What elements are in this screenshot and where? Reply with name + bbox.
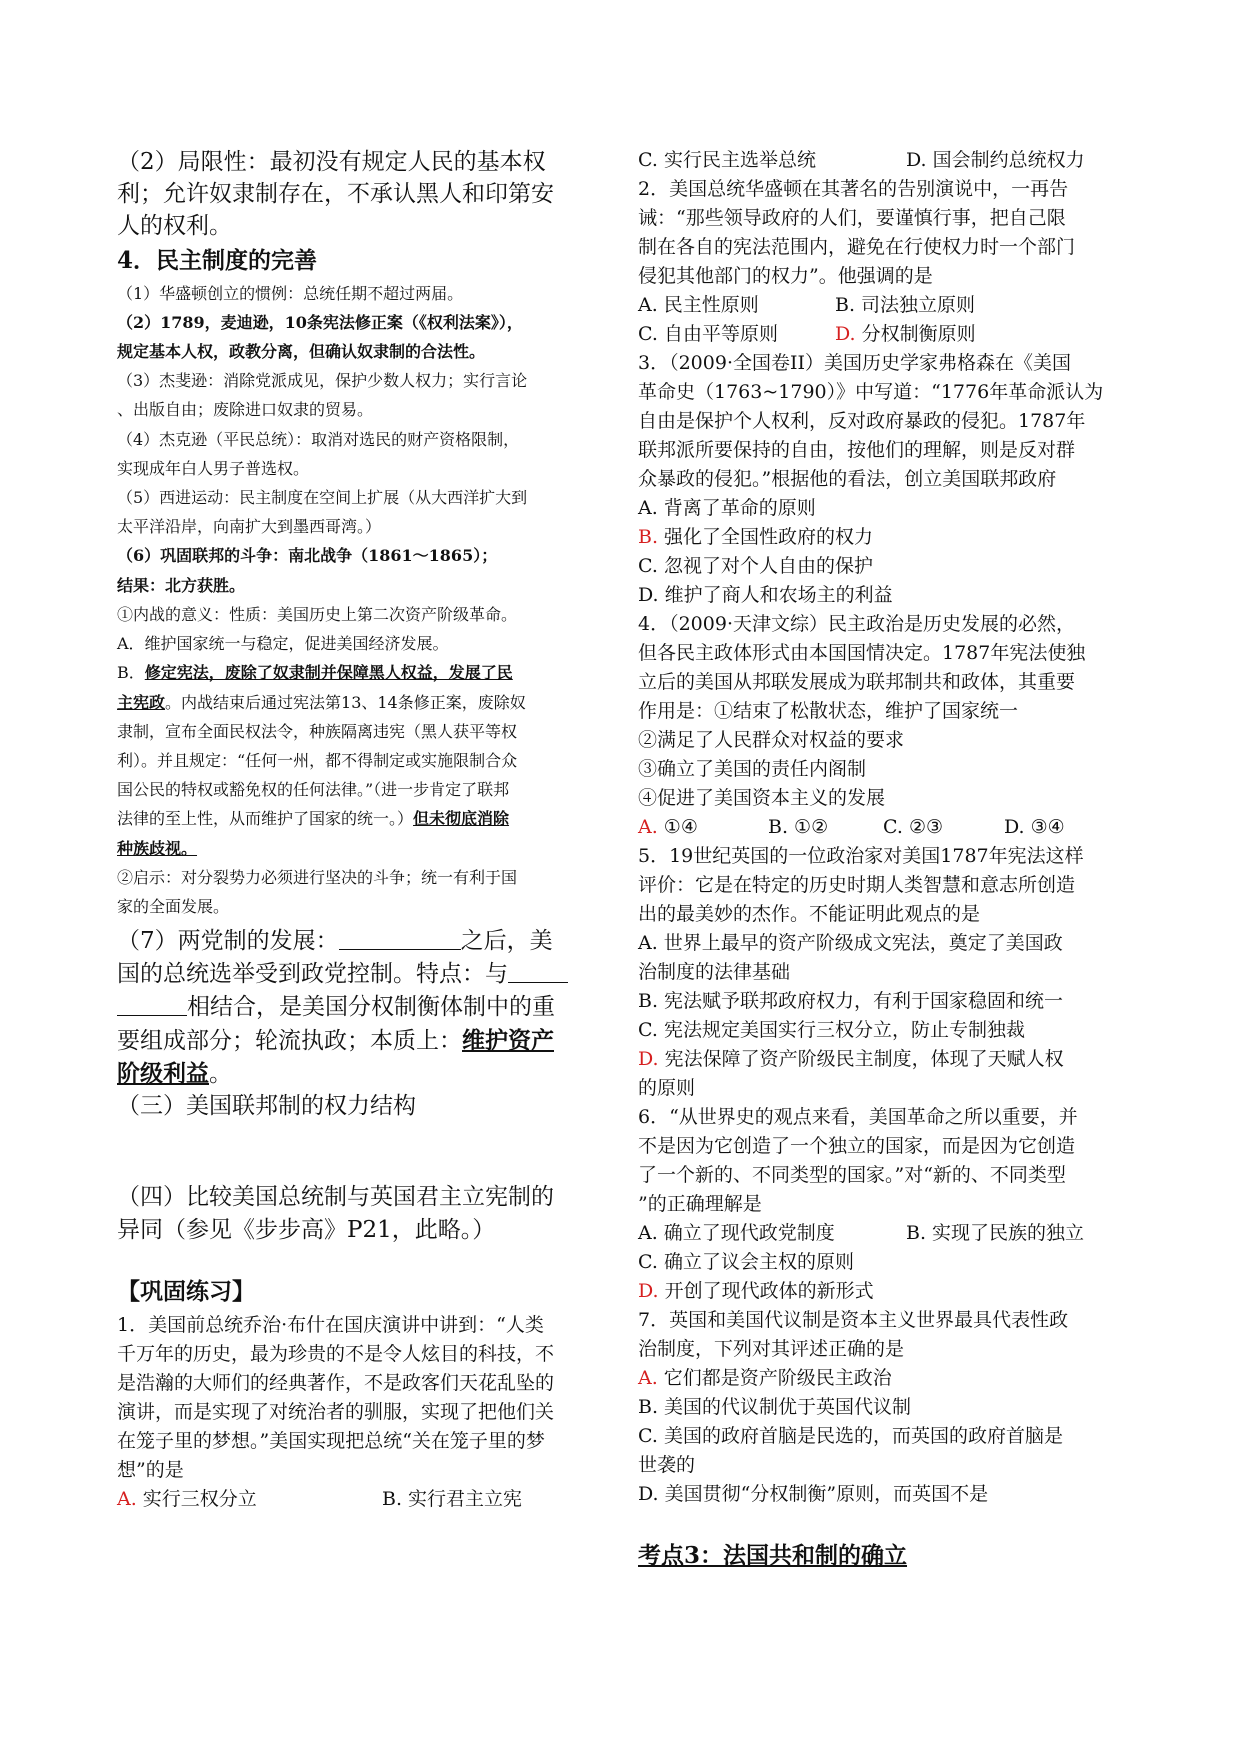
option-a: A. 背离了革命的原则 [638, 497, 816, 519]
option-text: 实行三权分立 [136, 1488, 257, 1510]
option-text: 开创了现代政体的新形式 [658, 1280, 874, 1302]
option-c: C. 实行民主选举总统 [638, 149, 816, 171]
text-line [117, 1057, 232, 1091]
option-c-cont: 世袭的 [638, 1454, 696, 1476]
text-line [117, 689, 526, 717]
text-span: 。 [209, 1061, 232, 1087]
text-line: 了一个新的、不同类型的国家。”对“新的、不同类型 [638, 1164, 1066, 1186]
text-line: 1．美国前总统乔治·布什在国庆演讲中讲到：“人类 [117, 1314, 544, 1336]
option-a [117, 1485, 257, 1514]
option-d-cont: 的原则 [638, 1077, 696, 1099]
text-line: 千万年的历史，最为珍贵的不是令人炫目的科技，不 [117, 1343, 555, 1365]
text-line [117, 991, 555, 1024]
option-b: B. 美国的代议制优于英国代议制 [638, 1396, 912, 1418]
fill-blank [508, 962, 568, 983]
text-line: 3．（2009·全国卷II）美国历史学家弗格森在《美国 [638, 352, 1071, 374]
answer-letter: D. [638, 1048, 659, 1070]
text-line: ②满足了人民群众对权益的要求 [638, 729, 905, 751]
text-line: 异同（参见《步步高》P21，此略。） [117, 1217, 496, 1243]
text-line: 立后的美国从邦联发展成为联邦制共和政体，其重要 [638, 671, 1076, 693]
text-line: ②启示：对分裂势力必须进行坚决的斗争；统一有利于国 [117, 868, 518, 887]
answer-letter: D. [835, 323, 856, 345]
text-line: 是浩瀚的大师们的经典著作，不是政客们天花乱坠的 [117, 1372, 555, 1394]
option-c: C. 自由平等原则 [638, 323, 778, 345]
text-line [117, 925, 553, 958]
text-line: 出的最美妙的杰作。不能证明此观点的是 [638, 903, 981, 925]
text-line: 联邦派所要保持的自由，按他们的理解，则是反对群 [638, 439, 1076, 461]
text-line: 7．英国和美国代议制是资本主义世界最具代表性政 [638, 1309, 1069, 1331]
text-line: 结果：北方获胜。 [117, 576, 246, 595]
option-d [638, 1277, 874, 1306]
option-d: D. ③④ [1004, 816, 1065, 838]
answer-letter: D. [638, 1280, 659, 1302]
text-line: 演讲，而是实现了对统治者的驯服，实现了把他们关 [117, 1401, 555, 1423]
text-line: 革命史（1763~1790）》中写道：“1776年革命派认为 [638, 381, 1104, 403]
text-line: 隶制，宣布全面民权法令，种族隔离违宪（黑人获平等权 [117, 722, 518, 741]
option-d: D. 国会制约总统权力 [906, 149, 1085, 171]
option-d [835, 320, 976, 349]
text-span: 之后，美 [460, 928, 553, 954]
text-span: 但未彻底消除 [413, 809, 510, 828]
text-line: ”的正确理解是 [638, 1193, 762, 1215]
text-line: 、出版自由；废除进口奴隶的贸易。 [117, 400, 374, 419]
text-line: 利）。并且规定：“任何一州，都不得制定或实施限制合众 [117, 751, 518, 770]
text-line: 太平洋沿岸，向南扩大到墨西哥湾。） [117, 517, 382, 536]
text-line: A．维护国家统一与稳定，促进美国经济发展。 [117, 634, 449, 653]
text-span: 。内战结束后通过宪法第13、14条修正案，废除奴 [165, 693, 526, 712]
text-line: 6．“从世界史的观点来看，美国革命之所以重要，并 [638, 1106, 1078, 1128]
option-a: A. 确立了现代政党制度 [638, 1222, 835, 1244]
text-span: 修定宪法，废除了奴隶制并保障黑人权益，发展了民 [144, 663, 513, 682]
text-line: ①内战的意义：性质：美国历史上第二次资产阶级革命。 [117, 605, 518, 624]
text-line: （2）局限性：最初没有规定人民的基本权 [117, 149, 546, 175]
text-line: 作用是：①结束了松散状态，维护了国家统一 [638, 700, 1019, 722]
text-line: 利；允许奴隶制存在，不承认黑人和印第安 [117, 181, 554, 207]
text-line: （4）杰克逊（平民总统）：取消对选民的财产资格限制， [117, 430, 520, 449]
option-c: C. 确立了议会主权的原则 [638, 1251, 854, 1273]
text-line: ③确立了美国的责任内阁制 [638, 758, 867, 780]
section-heading: （三）美国联邦制的权力结构 [117, 1093, 416, 1119]
text-line: 不是因为它创造了一个独立的国家，而是因为它创造 [638, 1135, 1076, 1157]
option-c: C. 忽视了对个人自由的保护 [638, 555, 873, 577]
text-line: 治制度，下列对其评述正确的是 [638, 1338, 905, 1360]
option-b: B. 实现了民族的独立 [906, 1222, 1085, 1244]
option-c: C. ②③ [883, 816, 944, 838]
option-a-cont: 治制度的法律基础 [638, 961, 791, 983]
option-text: 分权制衡原则 [855, 323, 976, 345]
text-line [117, 958, 568, 991]
text-line: （1）华盛顿创立的惯例：总统任期不超过两届。 [117, 284, 464, 303]
option-text: 宪法保障了资产阶级民主制度，体现了天赋人权 [658, 1048, 1064, 1070]
text-span: （7）两党制的发展： [117, 928, 339, 954]
answer-letter: A. [638, 1367, 658, 1389]
text-line: （2）1789，麦迪逊，10条宪法修正案（《权利法案》）， [117, 313, 523, 332]
option-text: 它们都是资产阶级民主政治 [657, 1367, 892, 1389]
text-line: 人的权利。 [117, 213, 232, 239]
fill-blank [339, 929, 461, 950]
text-line: 在笼子里的梦想。”美国实现把总统“关在笼子里的梦 [117, 1430, 545, 1452]
option-text: 强化了全国性政府的权力 [658, 526, 874, 548]
text-line: 4．（2009·天津文综）民主政治是历史发展的必然， [638, 613, 1075, 635]
option-b [638, 523, 873, 552]
text-line: （6）巩固联邦的斗争：南北战争（1861～1865）； [117, 546, 498, 565]
option-c: C. 宪法规定美国实行三权分立，防止专制独裁 [638, 1019, 1025, 1041]
text-line: 2．美国总统华盛顿在其著名的告别演说中，一再告 [638, 178, 1069, 200]
option-text: ①④ [657, 816, 698, 838]
section-heading: 考点3：法国共和制的确立 [638, 1542, 908, 1569]
option-b: B. ①② [768, 816, 829, 838]
fill-blank [117, 995, 187, 1016]
option-b: B. 司法独立原则 [835, 294, 976, 316]
text-line [117, 1024, 554, 1058]
option-b: B. 实行君主立宪 [382, 1488, 523, 1510]
text-line: （四）比较美国总统制与英国君主立宪制的 [117, 1184, 554, 1210]
text-span: 维护资产 [462, 1027, 554, 1054]
option-a [638, 813, 698, 842]
text-line: 规定基本人权，政教分离，但确认奴隶制的合法性。 [117, 342, 486, 361]
option-d: D. 维护了商人和农场主的利益 [638, 584, 893, 606]
option-c: C. 美国的政府首脑是民选的，而英国的政府首脑是 [638, 1425, 1063, 1447]
text-line [117, 805, 509, 833]
section-heading: 4．民主制度的完善 [117, 247, 318, 274]
option-a: A. 世界上最早的资产阶级成文宪法，奠定了美国政 [638, 932, 1063, 954]
text-line: 评价：它是在特定的历史时期人类智慧和意志所创造 [638, 874, 1076, 896]
option-a [638, 1364, 892, 1393]
text-line: 实现成年白人男子普选权。 [117, 459, 310, 478]
option-a: A. 民主性原则 [638, 294, 759, 316]
answer-letter: B. [638, 526, 659, 548]
exercise-title: 【巩固练习】 [117, 1278, 255, 1305]
text-span: 主宪政 [117, 693, 166, 712]
text-line: 侵犯其他部门的权力”。他强调的是 [638, 265, 933, 287]
text-line: ④促进了美国资本主义的发展 [638, 787, 886, 809]
option-b: B. 宪法赋予联邦政府权力，有利于国家稳固和统一 [638, 990, 1064, 1012]
text-span: B． [117, 663, 145, 682]
text-line: （3）杰斐逊：消除党派成见，保护少数人权力；实行言论 [117, 371, 528, 390]
text-line: 国公民的特权或豁免权的任何法律。”（进一步肯定了联邦 [117, 780, 510, 799]
answer-letter: A. [117, 1488, 137, 1510]
text-line: 种族歧视。 [117, 839, 198, 858]
text-line: （5）西进运动：民主制度在空间上扩展（从大西洋扩大到 [117, 488, 528, 507]
answer-letter: A. [638, 816, 658, 838]
text-line: 5．19世纪英国的一位政治家对美国1787年宪法这样 [638, 845, 1084, 867]
option-d: D. 美国贯彻“分权制衡”原则，而英国不是 [638, 1483, 989, 1505]
text-span: 阶级利益 [117, 1060, 209, 1087]
text-span: 要组成部分；轮流执政；本质上： [117, 1028, 462, 1054]
text-line: 想”的是 [117, 1459, 184, 1481]
text-span: 国的总统选举受到政党控制。特点：与 [117, 961, 508, 987]
text-line: 制在各自的宪法范围内，避免在行使权力时一个部门 [638, 236, 1076, 258]
text-span: 法律的至上性，从而维护了国家的统一。） [117, 809, 414, 828]
text-line: 家的全面发展。 [117, 897, 230, 916]
option-d [638, 1045, 1064, 1074]
text-line [117, 659, 513, 687]
text-line: 众暴政的侵犯。”根据他的看法，创立美国联邦政府 [638, 468, 1057, 490]
text-span: 相结合，是美国分权制衡体制中的重 [187, 994, 555, 1020]
text-line: 但各民主政体形式由本国国情决定。1787年宪法使独 [638, 642, 1086, 664]
text-line: 自由是保护个人权利，反对政府暴政的侵犯。1787年 [638, 410, 1086, 432]
text-line: 诫：“那些领导政府的人们，要谨慎行事，把自己限 [638, 207, 1066, 229]
